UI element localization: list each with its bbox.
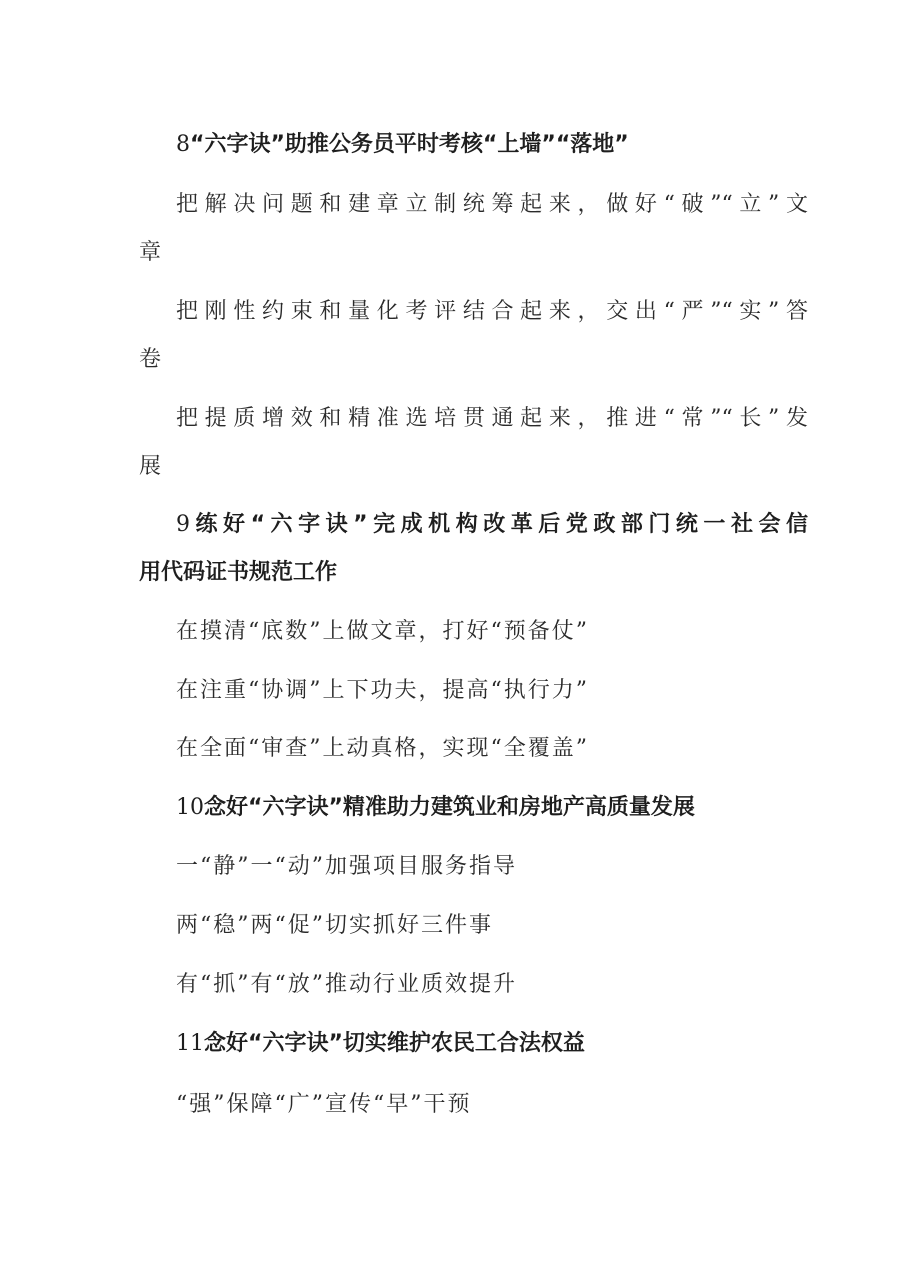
list-item: 两“稳”两“促”切实抓好三件事: [176, 913, 493, 938]
list-item: “强”保障“广”宣传“早”干预: [176, 1092, 472, 1117]
section-heading: 用代码证书规范工作: [139, 560, 338, 585]
section-heading: [176, 793, 695, 823]
section-number: 11: [176, 1031, 204, 1056]
paragraph-line: 把解决问题和建章立制统筹起来，做好“破”“立”文: [176, 192, 808, 217]
paragraph-line: 把刚性约束和量化考评结合起来，交出“严”“实”答: [176, 299, 808, 324]
list-item: 在全面“审查”上动真格，实现“全覆盖”: [176, 736, 589, 761]
section-heading: [176, 1029, 585, 1059]
section-number: 8: [176, 132, 190, 157]
list-item: 一“静”一“动”加强项目服务指导: [176, 854, 517, 879]
section-title: 念好“六字诀”切实维护农民工合法权益: [204, 1031, 585, 1056]
list-item: 在摸清“底数”上做文章，打好“预备仗”: [176, 619, 589, 644]
paragraph-line: 卷: [139, 347, 162, 372]
section-title: “六字诀”助推公务员平时考核“上墙”“落地”: [190, 132, 629, 157]
list-item: 在注重“协调”上下功夫，提高“执行力”: [176, 678, 589, 703]
section-title: 念好“六字诀”精准助力建筑业和房地产高质量发展: [204, 795, 695, 820]
section-heading: [176, 130, 629, 160]
paragraph-line: 展: [139, 454, 162, 479]
paragraph-line: 章: [139, 240, 162, 265]
list-item: 有“抓”有“放”推动行业质效提升: [176, 972, 517, 997]
paragraph-line: 把提质增效和精准选培贯通起来，推进“常”“长”发: [176, 406, 808, 431]
section-heading: 9练好“六字诀”完成机构改革后党政部门统一社会信: [176, 512, 808, 537]
section-number: 10: [176, 795, 204, 820]
